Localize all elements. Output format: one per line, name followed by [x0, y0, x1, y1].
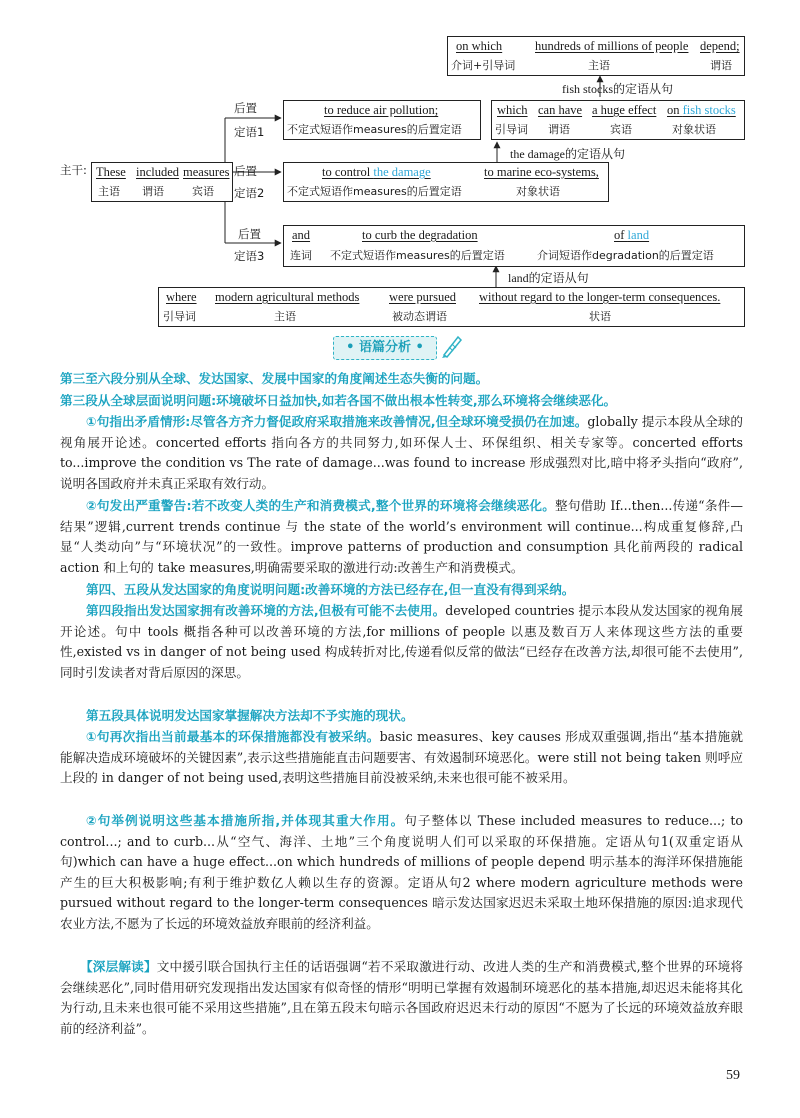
which-role-guide: 引导词	[495, 123, 528, 136]
para-3: ①句指出矛盾情形:尽管各方齐力督促政府采取措施来改善情况,但全球环境受损仍在加速。globally 提示本段从全球的视角展开论述。concerted efforts 指向各方的共同努力,如环保人士、环保组织、相关专家等。concerted efforts to...improve the condition vs The rate of damage...was found to increase 形成强烈对比,暗中将矛头指向“政府”,说明各国政府并未真正采取有效行动。	[60, 414, 743, 491]
para-2: 第三段从全球层面说明问题:环境破坏日益加快,如若各国不做出根本性转变,那么环境将会继续恶化。	[60, 393, 617, 408]
which-word: which	[497, 103, 528, 117]
attr2-to-control: to control the damage	[322, 165, 431, 179]
attr3-role-infinitive: 不定式短语作measures的后置定语	[330, 249, 505, 262]
attr3-label-top: 后置	[238, 227, 261, 241]
attr2-to-marine: to marine eco-systems,	[484, 165, 599, 179]
attr1-label-top: 后置	[234, 101, 257, 115]
main-these: These	[96, 165, 126, 179]
which-huge-effect: a huge effect	[592, 103, 657, 117]
para-7: 第五段具体说明发达国家掌握解决方法却不予实施的现状。	[86, 708, 414, 723]
attr1-text: to reduce air pollution;	[324, 103, 439, 117]
note-damage: the damage的定语从句	[510, 147, 625, 161]
attr2-label-bottom: 定语2	[234, 186, 265, 200]
attr1-label-bottom: 定语1	[234, 125, 265, 139]
para-10: 【深层解读】文中援引联合国执行主任的话语强调“若不采取激进行动、改进人类的生产和消费模式,整个世界的环境将会继续恶化”,同时借用研究发现指出发达国家有似奇怪的情形“明明已掌握有效遏制环境恶化的基本措施,却迟迟未能将其化为行动,且未来也很可能不采用这些措施”,且在第五段末句暗示各国政府迟迟未行动的原因“不愿为了长远的环境效益放弃眼前的经济利益”。	[60, 959, 743, 1036]
main-label: 主干:	[60, 163, 87, 177]
attr3-of-land: of land	[614, 228, 650, 242]
main-clause-box	[91, 162, 233, 202]
which-role-predicate: 谓语	[548, 123, 570, 136]
para-8: ①句再次指出当前最基本的环保措施都没有被采纳。basic measures、key causes 形成双重强调,指出“基本措施就能解决造成环境破坏的关键因素”,表示这些措施能直击问题要害、有效遏制环境恶化。were still not being taken 则呼应上段的 in danger of not being used,表明这些措施目前没被采纳,未来也很可能不被采用。	[60, 729, 743, 785]
attr3-box	[283, 225, 745, 267]
which-clause-box	[491, 100, 745, 140]
where-role-adverbial: 状语	[589, 310, 611, 323]
which-role-adverbial: 对象状语	[672, 123, 716, 136]
main-measures: measures	[183, 165, 230, 179]
which-role-object: 宾语	[610, 123, 632, 136]
attr2-role-2: 对象状语	[516, 185, 560, 198]
note-fish-stocks: fish stocks的定语从句	[562, 82, 674, 96]
top-word-hundreds: hundreds of millions of people	[535, 39, 689, 53]
attr3-label-bottom: 定语3	[234, 249, 265, 263]
section-title: • 语篇分析 •	[333, 336, 437, 360]
where-predicate: were pursued	[389, 290, 456, 304]
attr2-label-top: 后置	[234, 164, 257, 178]
attr3-to-curb: to curb the degradation	[362, 228, 478, 242]
attr3-role-conj: 连词	[290, 249, 312, 262]
attr2-role-1: 不定式短语作measures的后置定语	[287, 185, 462, 198]
note-land: land的定语从句	[508, 271, 589, 285]
where-role-predicate: 被动态谓语	[392, 310, 447, 323]
top-role-subject: 主语	[588, 59, 610, 72]
where-clause-box	[158, 287, 745, 327]
where-adverbial: without regard to the longer-term consequences.	[479, 290, 721, 304]
attr3-and: and	[292, 228, 311, 242]
para-1: 第三至六段分别从全球、发达国家、发展中国家的角度阐述生态失衡的问题。	[60, 371, 489, 386]
where-subject: modern agricultural methods	[215, 290, 360, 304]
para-4: ②句发出严重警告:若不改变人类的生产和消费模式,整个世界的环境将会继续恶化。整句借助 If...then...传递“条件—结果”逻辑,current trends continue 与 the state of the world’s environment will continue...构成重复修辞,凸显“人类动向”与“环境状况”的一致性。improve patterns of production and consumption 具化前两段的 radical action 和上句的 take measures,明确需要采取的激进行动:改善生产和消费模式。	[60, 498, 744, 575]
which-on-fish-stocks: on fish stocks	[667, 103, 736, 117]
top-word-on-which: on which	[456, 39, 503, 53]
attr2-box	[283, 162, 609, 202]
para-9: ②句举例说明这些基本措施所指,并体现其重大作用。句子整体以 These included measures to reduce...; to control...; and to curb...从“空气、海洋、土地”三个角度说明人们可以采取的环保措施。定语从句1(双重定语从句)which can have a huge effect...on which hundreds of millions of people depend 明示基本的海洋环保措施能产生的巨大积极影响;有利于维护数亿人赖以生存的资源。定语从句2 where modern agriculture methods were pursued without regard to the longer-term consequences 暗示发达国家迟迟未采取土地环保措施的原因:追求现代农业方法,不愿为了长远的环境效益放弃眼前的经济利益。	[60, 813, 743, 931]
main-included: included	[136, 165, 180, 179]
main-role-object: 宾语	[192, 185, 214, 198]
top-role-prep: 介词+引导词	[451, 59, 516, 72]
main-role-predicate: 谓语	[142, 185, 164, 198]
pen-icon	[440, 333, 464, 359]
page-number: 59	[726, 1068, 740, 1083]
top-role-predicate: 谓语	[710, 59, 732, 72]
attr1-box	[283, 100, 481, 140]
para-5: 第四、五段从发达国家的角度说明问题:改善环境的方法已经存在,但一直没有得到采纳。	[86, 582, 575, 597]
which-can-have: can have	[538, 103, 583, 117]
main-role-subject: 主语	[98, 185, 120, 198]
where-role-subject: 主语	[274, 310, 296, 323]
attr1-role: 不定式短语作measures的后置定语	[287, 123, 462, 136]
where-role-guide: 引导词	[163, 310, 196, 323]
attr3-role-prep: 介词短语作degradation的后置定语	[537, 249, 714, 262]
para-6: 第四段指出发达国家拥有改善环境的方法,但极有可能不去使用。developed countries 提示本段从发达国家的视角展开论述。句中 tools 概指各种可以改善环境的方法,for millions of people 以惠及数百万人来体现这些方法的重要性,existed vs in danger of not being used 构成转折对比,传递看似反常的做法“已经存在改善方法,却很可能不去使用”,同时引发读者对背后原因的深思。	[60, 603, 743, 680]
top-clause-box	[447, 36, 745, 76]
top-word-depend: depend;	[700, 39, 740, 53]
where-word: where	[166, 290, 197, 304]
